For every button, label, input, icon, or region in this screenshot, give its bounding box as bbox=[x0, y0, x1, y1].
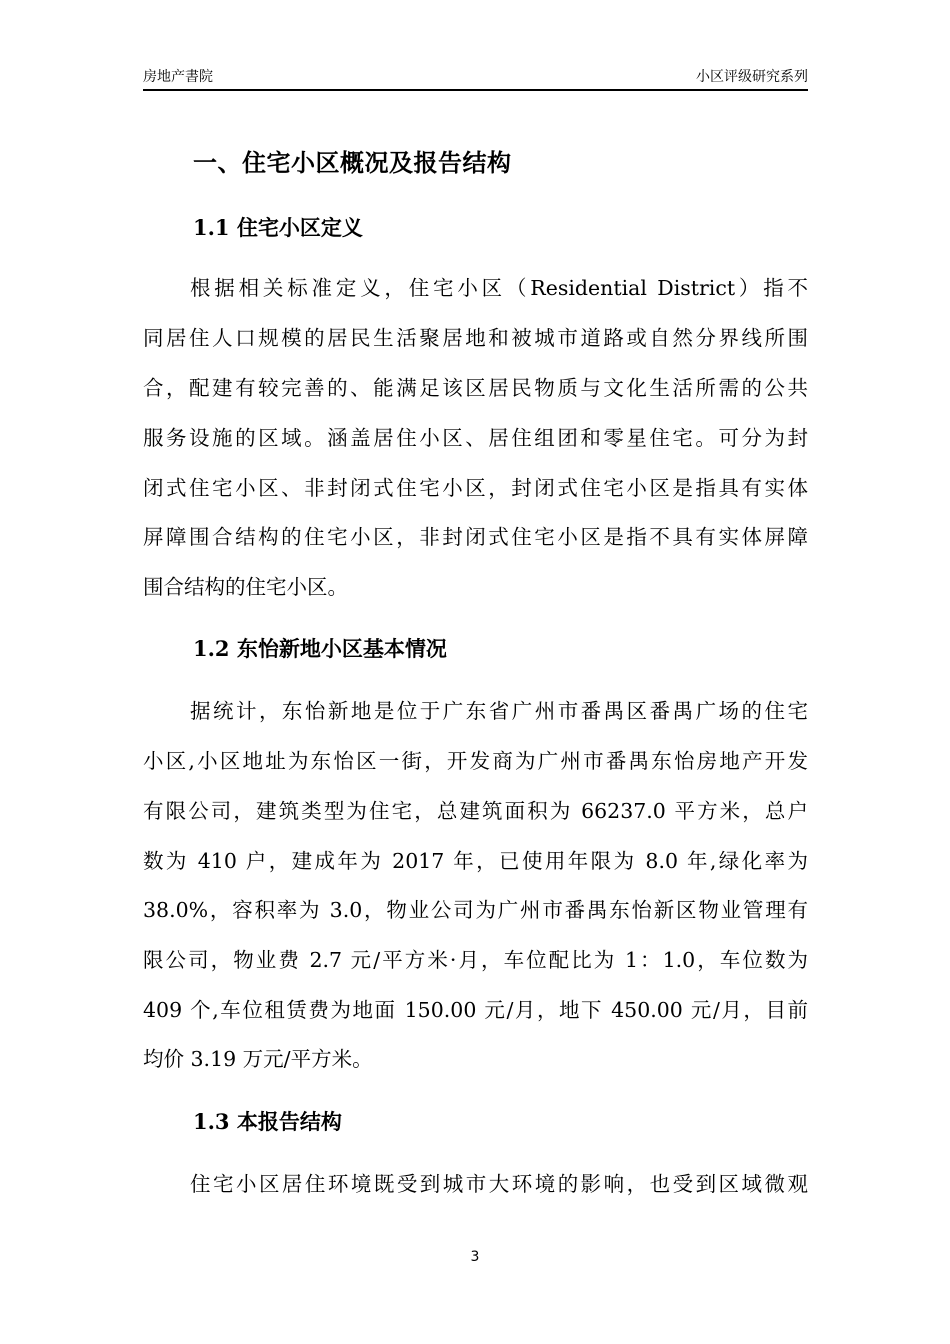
paragraph-line: 据统计，东怡新地是位于广东省广州市番禺区番禺广场的住宅 bbox=[190, 699, 808, 723]
section-heading-1-3: 1.3 本报告结构 bbox=[193, 1109, 342, 1134]
header-series-title: 小区评级研究系列 bbox=[696, 69, 808, 85]
paragraph-line: 根据相关标准定义，住宅小区（Residential District）指不 bbox=[190, 276, 808, 300]
paragraph-line: 合，配建有较完善的、能满足该区居民物质与文化生活所需的公共 bbox=[143, 376, 808, 400]
page-number: 3 bbox=[470, 1249, 480, 1265]
paragraph-line: 小区,小区地址为东怡区一街，开发商为广州市番禺东怡房地产开发 bbox=[143, 749, 808, 773]
paragraph-line: 数为 410 户，建成年为 2017 年，已使用年限为 8.0 年,绿化率为 bbox=[143, 849, 808, 873]
paragraph-line: 围合结构的住宅小区。 bbox=[143, 575, 348, 599]
paragraph-line: 同居住人口规模的居民生活聚居地和被城市道路或自然分界线所围 bbox=[143, 326, 808, 350]
header-publisher: 房地产書院 bbox=[143, 69, 213, 85]
section-heading-1-1: 1.1 住宅小区定义 bbox=[193, 215, 363, 240]
chapter-title: 一、住宅小区概况及报告结构 bbox=[193, 148, 512, 177]
paragraph-line: 限公司，物业费 2.7 元/平方米·月，车位配比为 1：1.0，车位数为 bbox=[143, 948, 808, 972]
paragraph-line: 住宅小区居住环境既受到城市大环境的影响，也受到区域微观 bbox=[190, 1172, 808, 1196]
section-heading-1-2: 1.2 东怡新地小区基本情况 bbox=[193, 636, 447, 661]
paragraph-line: 均价 3.19 万元/平方米。 bbox=[143, 1047, 373, 1071]
paragraph-line: 409 个,车位租赁费为地面 150.00 元/月，地下 450.00 元/月，目前 bbox=[143, 998, 808, 1022]
paragraph-line: 屏障围合结构的住宅小区，非封闭式住宅小区是指不具有实体屏障 bbox=[143, 525, 808, 549]
header-divider bbox=[143, 89, 808, 91]
paragraph-line: 有限公司，建筑类型为住宅，总建筑面积为 66237.0 平方米，总户 bbox=[143, 799, 808, 823]
paragraph-line: 38.0%，容积率为 3.0，物业公司为广州市番禺东怡新区物业管理有 bbox=[143, 898, 808, 922]
paragraph-line: 闭式住宅小区、非封闭式住宅小区，封闭式住宅小区是指具有实体 bbox=[143, 476, 808, 500]
page-header bbox=[143, 66, 808, 88]
paragraph-line: 服务设施的区域。涵盖居住小区、居住组团和零星住宅。可分为封 bbox=[143, 426, 808, 450]
